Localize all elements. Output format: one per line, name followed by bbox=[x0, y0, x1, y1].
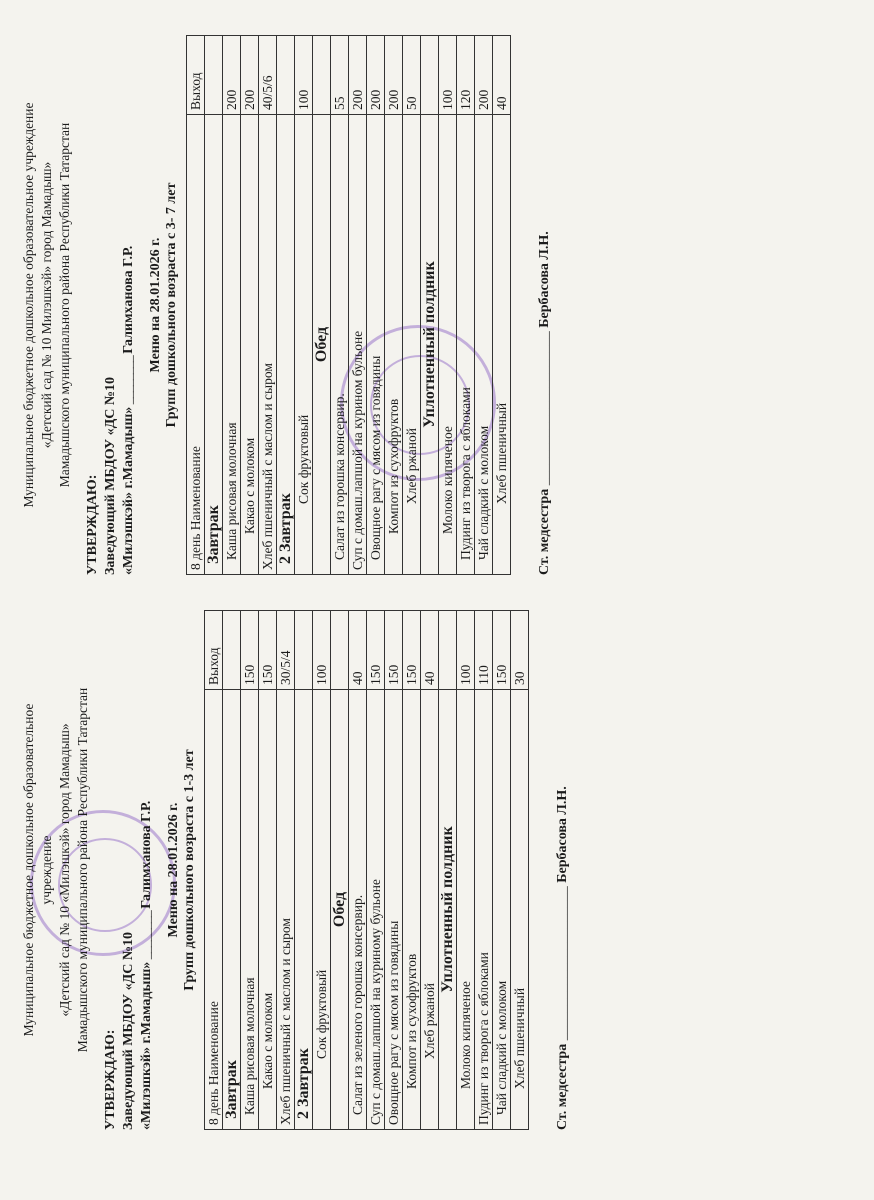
nurse-signature-line: Ст. медсестра ______________________ Бербасова Л.Н. bbox=[555, 786, 570, 1130]
approval-block: УТВЕРЖДАЮ: Заведующий МБДОУ «ДС №10 «Милэшкэй» г.Мамадыш» ________ Галимханова Г.Р. bbox=[103, 800, 154, 1130]
dish-output: 100 bbox=[439, 36, 457, 115]
dish-name: Овощное рагу с мясом из говядины bbox=[385, 690, 403, 1130]
dish-name: Сок фруктовый bbox=[313, 690, 331, 1130]
dish-name: Суп с домаш.лапшой на курином бульоне bbox=[349, 115, 367, 575]
menu-table bbox=[204, 610, 529, 1130]
dish-output: 40 bbox=[421, 611, 439, 690]
dish-output: 150 bbox=[259, 611, 277, 690]
column-header-output: Выход bbox=[187, 36, 205, 115]
menu-sheet-3-7 bbox=[20, 35, 553, 575]
section-second-breakfast: 2 Завтрак bbox=[295, 690, 313, 1130]
dish-name: Салат из зеленого горошка консервир. bbox=[349, 690, 367, 1130]
dish-name: Хлеб пшеничный bbox=[511, 690, 529, 1130]
dish-output: 100 bbox=[295, 36, 313, 115]
dish-output: 30/5/4 bbox=[277, 611, 295, 690]
nurse-signature-line: Ст. медсестра ______________________ Бербасова Л.Н. bbox=[537, 231, 552, 575]
dish-output: 40/5/6 bbox=[259, 36, 277, 115]
section-snack: Уплотненный полдник bbox=[421, 115, 439, 575]
dish-name: Какао с молоком bbox=[241, 115, 259, 575]
dish-name: Сок фруктовый bbox=[295, 115, 313, 575]
dish-output: 40 bbox=[349, 611, 367, 690]
dish-name: Чай сладкий с молоком bbox=[493, 690, 511, 1130]
column-header-output: Выход bbox=[205, 611, 223, 690]
dish-name: Молоко кипяченое bbox=[439, 115, 457, 575]
dish-output: 40 bbox=[493, 36, 511, 115]
section-lunch: Обед bbox=[331, 690, 349, 1130]
section-breakfast: Завтрак bbox=[205, 115, 223, 575]
dish-name: Пудинг из творога с яблоками bbox=[457, 115, 475, 575]
dish-name: Овощное рагу с мясом из говядины bbox=[367, 115, 385, 575]
dish-output: 150 bbox=[493, 611, 511, 690]
dish-output: 100 bbox=[313, 611, 331, 690]
group-title: Групп дошкольного возраста с 3- 7 лет bbox=[164, 182, 179, 428]
dish-output: 200 bbox=[241, 36, 259, 115]
dish-name: Компот из сухофруктов bbox=[403, 690, 421, 1130]
dish-name: Компот из сухофруктов bbox=[385, 115, 403, 575]
menu-title: Меню на 28.01.2026 г. bbox=[166, 802, 181, 938]
dish-output: 200 bbox=[385, 36, 403, 115]
dish-output: 150 bbox=[403, 611, 421, 690]
dish-name: Каша рисовая молочная bbox=[241, 690, 259, 1130]
dish-output: 150 bbox=[241, 611, 259, 690]
dish-output: 55 bbox=[331, 36, 349, 115]
dish-name: Какао с молоком bbox=[259, 690, 277, 1130]
column-header-name: 8 день Наименование bbox=[187, 115, 205, 575]
dish-name: Хлеб пшеничный bbox=[493, 115, 511, 575]
group-title: Групп дошкольного возраста с 1-3 лет bbox=[182, 749, 197, 991]
dish-name: Чай сладкий с молоком bbox=[475, 115, 493, 575]
dish-output: 200 bbox=[223, 36, 241, 115]
dish-output: 30 bbox=[511, 611, 529, 690]
section-lunch: Обед bbox=[313, 115, 331, 575]
dish-name: Каша рисовая молочная bbox=[223, 115, 241, 575]
org-header: Муниципальное бюджетное дошкольное образовательное учреждение «Детский сад № 10 «Милэшкэй» город Мамадыш» Мамадышского муниципального района Республики Татарстан bbox=[21, 687, 90, 1053]
dish-name: Суп с домаш.лапшой на куриному бульоне bbox=[367, 690, 385, 1130]
section-snack: Уплотненный полдник bbox=[439, 690, 457, 1130]
dish-name: Хлеб пшеничный с маслом и сыром bbox=[277, 690, 295, 1130]
dish-output: 200 bbox=[349, 36, 367, 115]
section-second-breakfast: 2 Завтрак bbox=[277, 115, 295, 575]
dish-output: 100 bbox=[457, 611, 475, 690]
dish-output: 150 bbox=[367, 611, 385, 690]
org-header: Муниципальное бюджетное дошкольное образовательное учреждение «Детский сад № 10 Милэшкэй» город Мамадыш» Мамадышского муниципального района Республики Татарстан bbox=[21, 102, 72, 508]
menu-sheet-1-3 bbox=[20, 610, 571, 1130]
dish-name: Хлеб ржаной bbox=[421, 690, 439, 1130]
section-breakfast: Завтрак bbox=[223, 690, 241, 1130]
dish-output: 150 bbox=[385, 611, 403, 690]
dish-output: 50 bbox=[403, 36, 421, 115]
column-header-name: 8 день Наименование bbox=[205, 690, 223, 1130]
dish-output: 120 bbox=[457, 36, 475, 115]
dish-name: Хлеб ржаной bbox=[403, 115, 421, 575]
dish-name: Хлеб пшеничный с маслом и сыром bbox=[259, 115, 277, 575]
dish-output: 200 bbox=[367, 36, 385, 115]
dish-name: Молоко кипяченое bbox=[457, 690, 475, 1130]
approval-block: УТВЕРЖДАЮ: Заведующий МБДОУ «ДС №10 «Милэшкэй» г.Мамадыш» ________ Галимханова Г.Р. bbox=[85, 245, 136, 575]
dish-name: Салат из горошка консервир. bbox=[331, 115, 349, 575]
dish-output: 110 bbox=[475, 611, 493, 690]
dish-name: Пудинг из творога с яблоками bbox=[475, 690, 493, 1130]
menu-table bbox=[186, 35, 511, 575]
menu-title: Меню на 28.01.2026 г. bbox=[148, 237, 163, 373]
dish-output: 200 bbox=[475, 36, 493, 115]
